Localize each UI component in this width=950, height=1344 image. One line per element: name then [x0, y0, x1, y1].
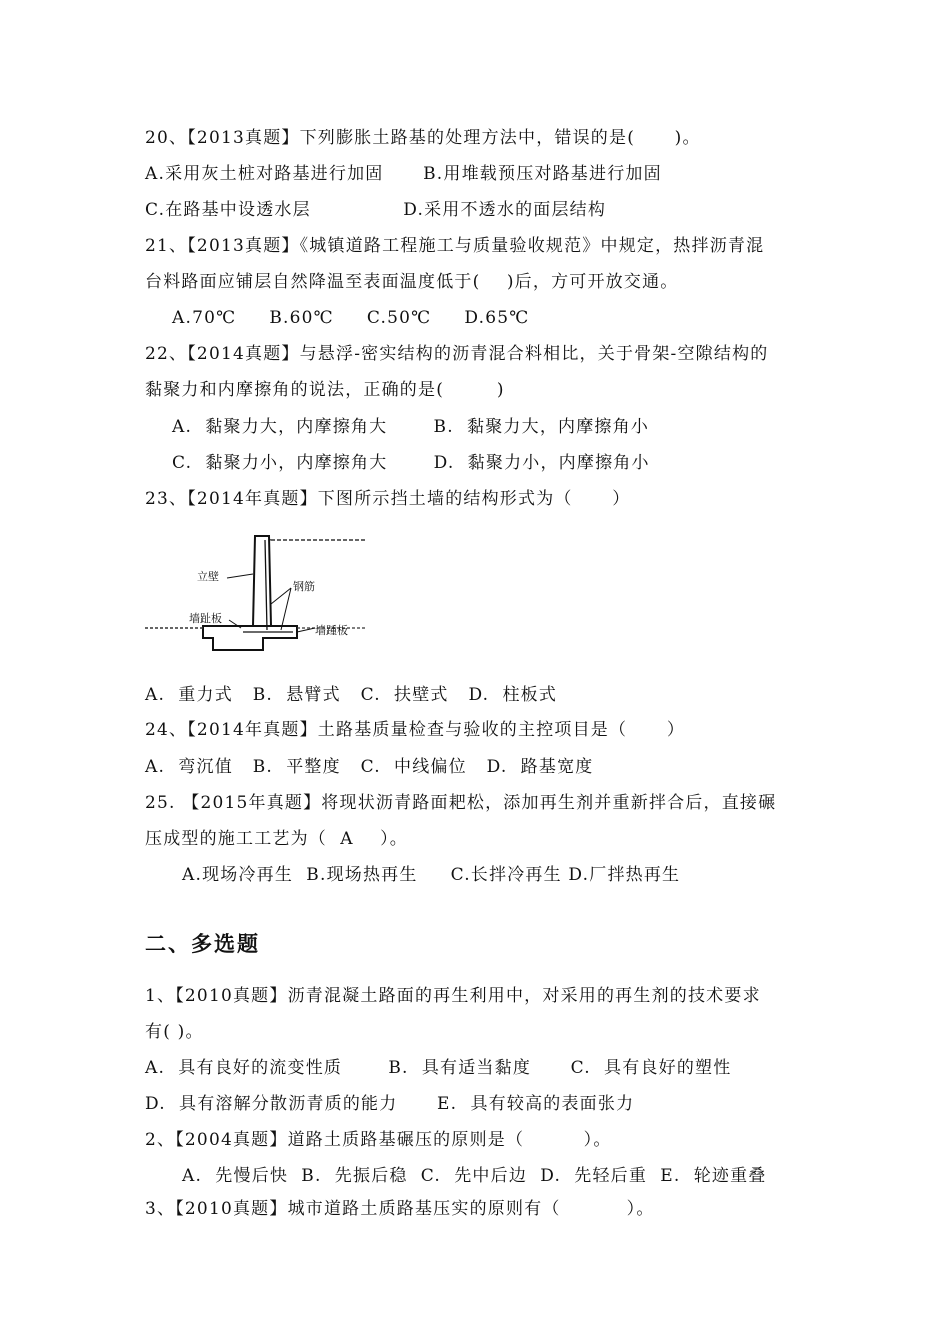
question-25-stem-line1: 25. 【2015年真题】将现状沥青路面耙松，添加再生剂并重新拌合后，直接碾 [145, 793, 777, 813]
multi-question-1-options-de: D. 具有溶解分散沥青质的能力 E. 具有较高的表面张力 [145, 1094, 635, 1114]
multi-question-1-stem-line1: 1、【2010真题】沥青混凝土路面的再生利用中，对采用的再生剂的技术要求 [145, 986, 761, 1006]
question-25-stem-line2: 压成型的施工工艺为（ A ）。 [145, 829, 408, 849]
wall-stem [253, 536, 271, 626]
question-20-options-cd: C.在路基中设透水层 D.采用不透水的面层结构 [145, 200, 607, 220]
multi-question-3-stem: 3、【2010真题】城市道路土质路基压实的原则有（ ）。 [145, 1199, 655, 1219]
question-22-options-cd: C. 黏聚力小，内摩擦角大 D. 黏聚力小，内摩擦角小 [172, 453, 650, 473]
question-22-stem-line1: 22、【2014真题】与悬浮-密实结构的沥青混合料相比，关于骨架-空隙结构的 [145, 344, 769, 364]
label-wall: 立壁 [197, 570, 219, 583]
question-23-stem: 23、【2014年真题】下图所示挡土墙的结构形式为（ ） [145, 489, 631, 509]
question-24-stem: 24、【2014年真题】土路基质量检查与验收的主控项目是（ ） [145, 720, 686, 740]
multi-question-2-options: A. 先慢后快 B. 先振后稳 C. 先中后边 D. 先轻后重 E. 轮迹重叠 [182, 1166, 767, 1186]
question-22-options-ab: A. 黏聚力大，内摩擦角大 B. 黏聚力大，内摩擦角小 [172, 417, 650, 437]
label-rebar: 钢筋 [293, 580, 315, 593]
base-slab [203, 626, 297, 650]
question-20-options-ab: A.采用灰土桩对路基进行加固 B.用堆载预压对路基进行加固 [145, 164, 662, 184]
label-heel-slab: 墙踵板 [315, 624, 348, 637]
question-21-stem-line1: 21、【2013真题】《城镇道路工程施工与质量验收规范》中规定，热拌沥青混 [145, 236, 765, 256]
section-heading-multiple-choice: 二、多选题 [145, 932, 260, 956]
question-23-options: A. 重力式 B. 悬臂式 C. 扶壁式 D. 柱板式 [145, 685, 558, 705]
question-24-options: A. 弯沉值 B. 平整度 C. 中线偏位 D. 路基宽度 [145, 757, 594, 777]
question-25-options: A.现场冷再生 B.现场热再生 C.长拌冷再生 D.厂拌热再生 [182, 865, 681, 885]
retaining-wall-diagram [143, 530, 367, 655]
question-22-stem-line2: 黏聚力和内摩擦角的说法，正确的是( ) [145, 380, 505, 400]
leader-wall [227, 574, 253, 578]
question-20-stem: 20、【2013真题】下列膨胀土路基的处理方法中，错误的是( )。 [145, 128, 701, 148]
multi-question-1-stem-line2: 有( )。 [145, 1022, 204, 1042]
question-21-stem-line2: 台料路面应铺层自然降温至表面温度低于( )后，方可开放交通。 [145, 272, 679, 292]
label-toe-slab: 墙趾板 [189, 612, 222, 625]
multi-question-2-stem: 2、【2004真题】道路土质路基碾压的原则是（ ）。 [145, 1130, 612, 1150]
question-21-options: A.70℃ B.60℃ C.50℃ D.65℃ [172, 308, 530, 328]
multi-question-1-options-abc: A. 具有良好的流变性质 B. 具有适当黏度 C. 具有良好的塑性 [145, 1058, 732, 1078]
